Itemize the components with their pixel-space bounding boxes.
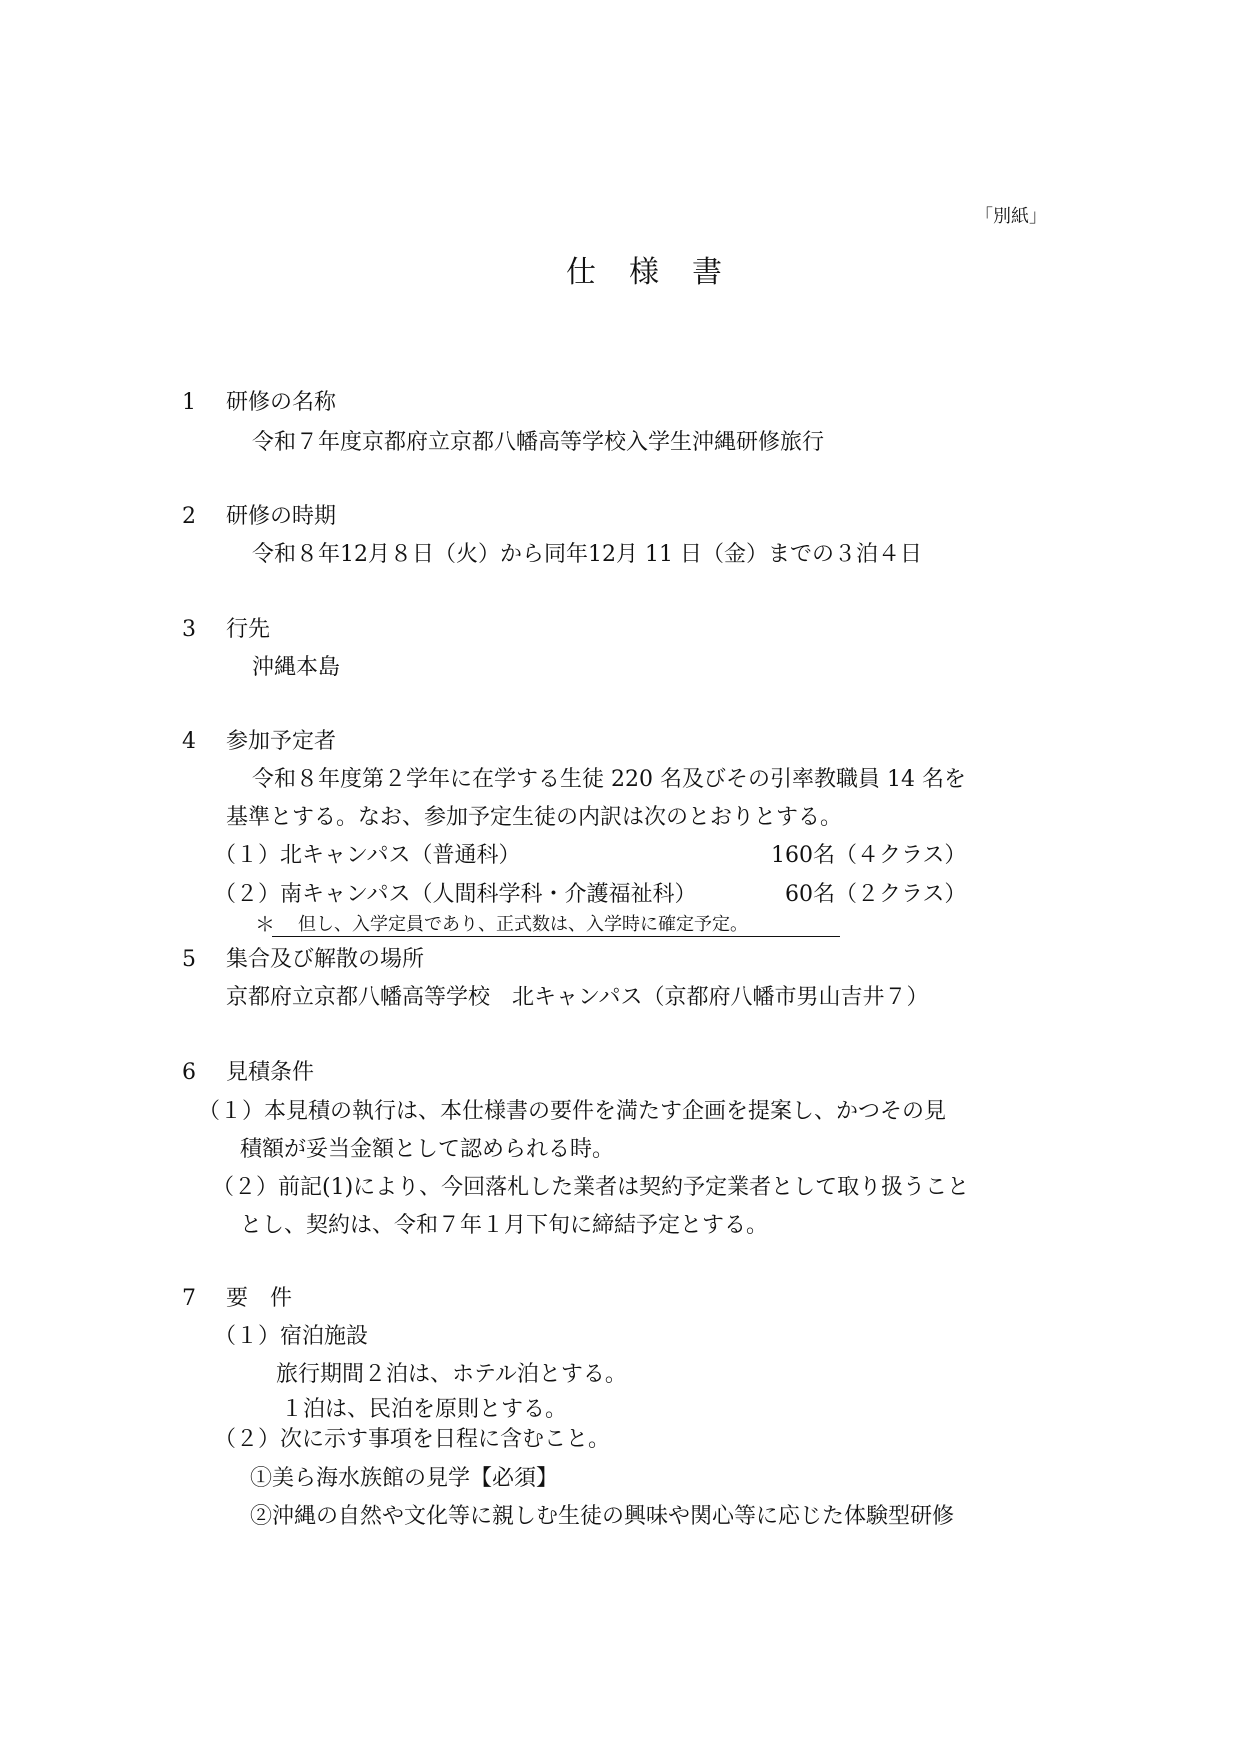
- section-1-heading: 研修の名称: [226, 390, 337, 415]
- section-4-number: 4: [182, 729, 196, 754]
- section-7-item-2-label: （２）次に示す事項を日程に含むこと。: [214, 1427, 611, 1452]
- section-3-heading: 行先: [226, 617, 271, 642]
- section-4-item-1-label: （１）北キャンパス（普通科）: [214, 843, 521, 868]
- section-3-number: 3: [182, 617, 196, 642]
- section-1-body: 令和７年度京都府立京都八幡高等学校入学生沖縄研修旅行: [252, 430, 825, 455]
- section-6-item-2-line-2: とし、契約は、令和７年１月下旬に締結予定とする。: [240, 1213, 769, 1238]
- section-4-item-2-label: （２）南キャンパス（人間科学科・介護福祉科）: [214, 882, 697, 907]
- section-4-note-mark: ＊: [255, 912, 275, 936]
- section-6-number: 6: [182, 1060, 196, 1085]
- section-4-heading: 参加予定者: [226, 729, 337, 754]
- section-2-heading: 研修の時期: [226, 504, 337, 529]
- section-4-body-line-2: 基準とする。なお、参加予定生徒の内訳は次のとおりとする。: [226, 805, 843, 830]
- section-7-item-2-sub-2: ②沖縄の自然や文化等に親しむ生徒の興味や関心等に応じた体験型研修: [250, 1504, 955, 1529]
- section-4-item-1-count: 160名（４クラス）: [771, 843, 967, 868]
- section-5-number: 5: [182, 947, 196, 972]
- section-7-heading: 要 件: [226, 1286, 293, 1311]
- document-title: 仕様書: [566, 255, 755, 290]
- section-7-item-1-label: （１）宿泊施設: [214, 1324, 369, 1349]
- section-1-number: 1: [182, 390, 196, 415]
- section-3-body: 沖縄本島: [252, 655, 341, 680]
- section-2-number: 2: [182, 504, 196, 529]
- section-6-item-1-line-1: （１）本見積の執行は、本仕様書の要件を満たす企画を提案し、かつその見: [198, 1099, 947, 1124]
- section-2-body: 令和８年12月８日（火）から同年12月 11 日（金）までの３泊４日: [252, 542, 922, 567]
- section-4-note-text: 但し、入学定員であり、正式数は、入学時に確定予定。: [298, 914, 748, 935]
- section-7-item-1-line-2: １泊は、民泊を原則とする。: [281, 1397, 568, 1422]
- section-6-heading: 見積条件: [226, 1060, 315, 1085]
- section-5-heading: 集合及び解散の場所: [226, 947, 425, 972]
- section-5-body: 京都府立京都八幡高等学校 北キャンパス（京都府八幡市男山吉井７）: [226, 985, 929, 1010]
- attachment-label: 「別紙」: [975, 206, 1047, 227]
- section-6-item-2-line-1: （２）前記(1)により、今回落札した業者は契約予定業者として取り扱うこと: [212, 1175, 970, 1200]
- section-7-item-1-line-1: 旅行期間２泊は、ホテル泊とする。: [276, 1362, 627, 1387]
- section-4-item-2-count: 60名（２クラス）: [785, 882, 967, 907]
- section-7-number: 7: [182, 1286, 196, 1311]
- section-4-body-line-1: 令和８年度第２学年に在学する生徒 220 名及びその引率教職員 14 名を: [252, 767, 966, 792]
- note-underline: [272, 936, 840, 937]
- section-6-item-1-line-2: 積額が妥当金額として認められる時。: [240, 1137, 615, 1162]
- section-7-item-2-sub-1: ①美ら海水族館の見学【必須】: [250, 1466, 559, 1491]
